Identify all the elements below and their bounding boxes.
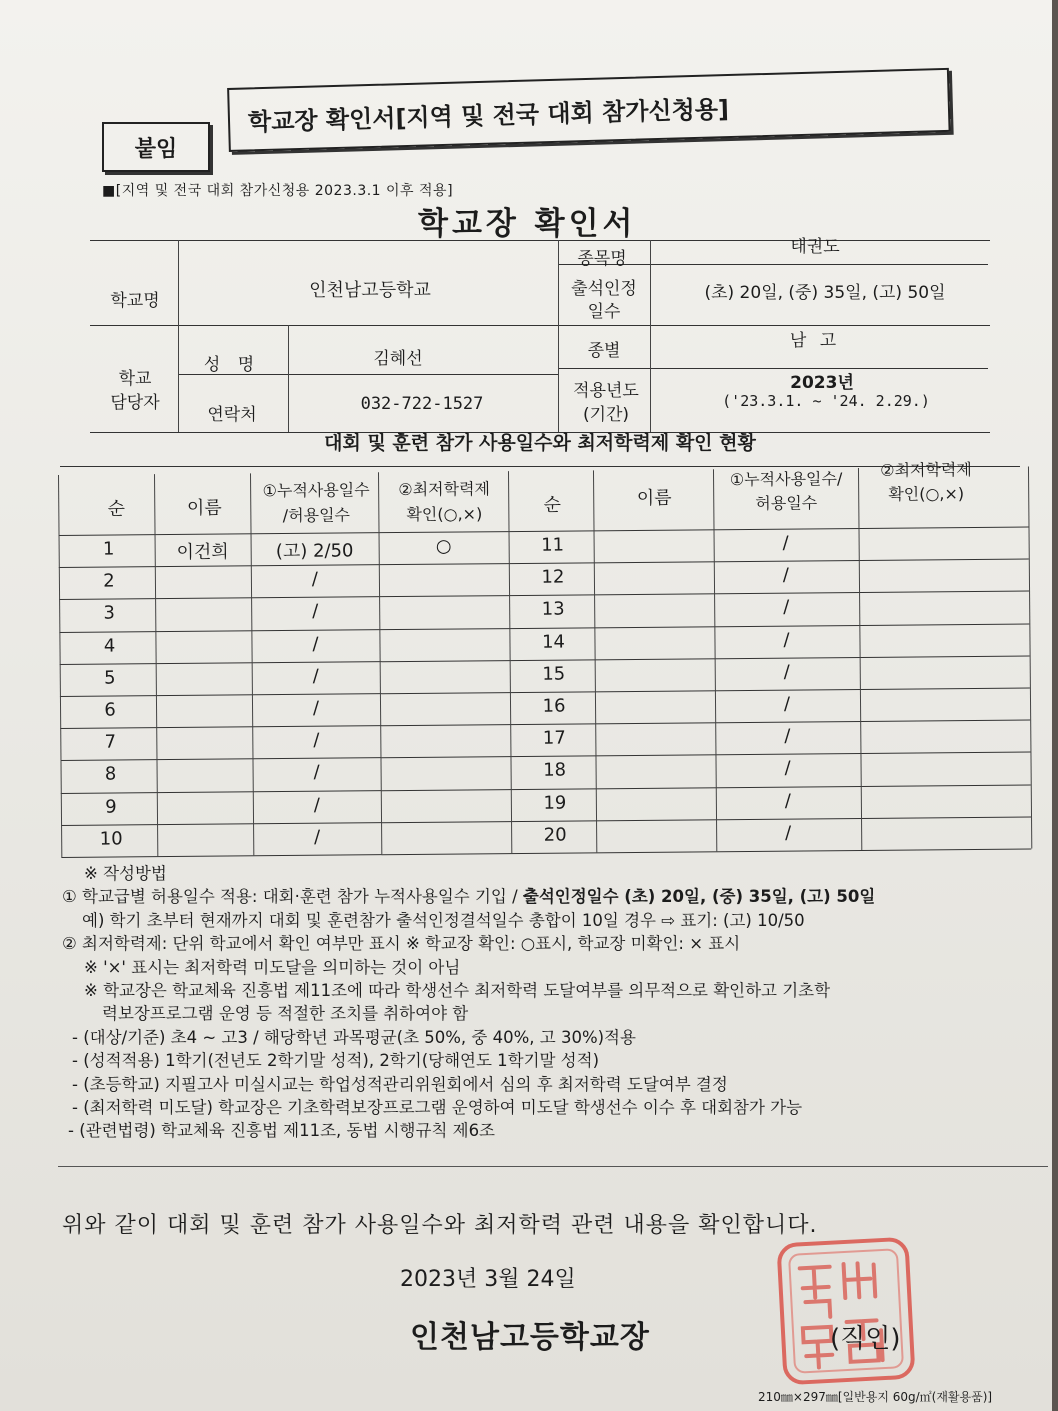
row-6-no: 6 <box>104 699 116 721</box>
row-18-no: 18 <box>543 759 567 782</box>
row-7-usage: / <box>313 729 320 751</box>
header-check-left-1: ②최저학력제 <box>398 479 491 500</box>
notes-divider <box>58 1166 1048 1167</box>
row-4-usage: / <box>312 633 319 655</box>
note-dash-5: - (관련법령) 학교체육 진흥법 제11조, 동법 시행규칙 제6조 <box>68 1121 495 1141</box>
attachment-label <box>102 122 210 172</box>
applies-note <box>102 180 453 200</box>
info-line <box>558 368 988 369</box>
info-vline <box>558 240 559 432</box>
grid-vline <box>858 468 862 850</box>
row-8-usage: / <box>313 762 320 784</box>
label-staff-2: 담당자 <box>110 393 160 413</box>
form-title: 학교장 확인서 <box>418 206 637 242</box>
note-2-sub-1: ※ '×' 표시는 최저학력 미도달을 의미하는 것이 아님 <box>84 957 461 977</box>
header-name-left: 이름 <box>186 497 222 519</box>
value-year: 2023년 <box>790 373 854 393</box>
grid-vline <box>58 475 62 857</box>
grid-vline <box>713 469 717 851</box>
header-check-right-1: ②최저학력제 <box>880 460 972 480</box>
row-10-no: 10 <box>99 828 123 850</box>
label-contact: 연락처 <box>207 405 257 425</box>
applies-note-text: [지역 및 전국 대회 참가신청용 2023.3.1 이후 적용] <box>115 183 454 199</box>
row-9-no: 9 <box>105 796 117 818</box>
header-usage-right-2: 허용일수 <box>755 493 818 513</box>
grid-vline <box>1028 467 1032 849</box>
row-11-usage: / <box>782 532 789 554</box>
header-usage-left-1: ①누적사용일수 <box>262 480 370 501</box>
label-school-name: 학교명 <box>110 291 160 311</box>
row-1-check: ○ <box>435 535 452 557</box>
row-11-no: 11 <box>541 534 565 556</box>
square-bullet-icon: ■ <box>102 183 116 199</box>
info-vline <box>650 240 651 432</box>
row-16-usage: / <box>783 693 791 715</box>
note-1-example <box>62 909 1052 932</box>
top-title: 학교장 확인서[지역 및 전국 대회 참가신청용] <box>247 94 730 136</box>
top-title-box <box>227 68 951 152</box>
row-19-usage: / <box>784 790 792 812</box>
value-name: 김혜선 <box>373 349 423 369</box>
note-dash-2: - (성적적용) 1학기(전년도 2학기말 성적), 2학기(당해연도 1학기말 성적) <box>72 1051 600 1071</box>
value-sport: 태권도 <box>790 237 840 257</box>
row-20-no: 20 <box>543 824 567 846</box>
official-seal <box>772 1232 920 1389</box>
row-5-usage: / <box>312 665 319 687</box>
issue-date: 2023년 3월 24일 <box>400 1267 576 1292</box>
attachment-text: 붙임 <box>134 136 178 162</box>
row-16-no: 16 <box>542 695 566 717</box>
row-2-no: 2 <box>103 570 115 592</box>
note-2: ② 최저학력제: 단위 학교에서 확인 여부만 표시 ※ 학교장 확인: ○표시, 학교장 미확인: × 표시 <box>62 934 741 954</box>
value-contact: 032-722-1527 <box>360 394 484 414</box>
note-1-bold: 출석인정일수 (초) 20일, (중) 35일, (고) 50일 <box>522 887 876 907</box>
row-2-usage: / <box>311 568 319 590</box>
header-usage-right-1: ①누적사용일수/ <box>729 469 843 490</box>
notes-heading: ※ 작성방법 <box>84 864 167 883</box>
row-20-usage: / <box>785 822 792 844</box>
grid-vline <box>508 471 512 853</box>
label-name: 성 명 <box>203 355 261 375</box>
row-9-usage: / <box>313 794 321 816</box>
note-1-example-mark: 표기: (고) 10/50 <box>680 910 805 930</box>
value-category: 남 고 <box>789 331 841 351</box>
label-staff-1: 학교 <box>118 369 152 389</box>
row-14-no: 14 <box>541 631 566 653</box>
paper-spec: 210㎜×297㎜[일반용지 60g/㎡(재활용품)] <box>758 1390 993 1404</box>
value-period: ('23.3.1. ~ '24. 2.29.) <box>722 392 930 410</box>
section-title: 대회 및 훈련 참가 사용일수와 최저학력제 확인 현황 <box>324 432 756 454</box>
row-5-no: 5 <box>103 667 116 689</box>
row-12-no: 12 <box>541 566 565 588</box>
row-13-no: 13 <box>541 598 565 621</box>
row-14-usage: / <box>783 629 790 651</box>
note-dash-1: - (대상/기준) 초4 ~ 고3 / 해당학년 과목평균(초 50%, 중 40%, 고 30%)적용 <box>72 1027 636 1047</box>
grid-vline <box>378 472 382 854</box>
label-attendance-1: 출석인정 <box>571 279 637 299</box>
usage-table <box>58 460 1031 855</box>
note-2-sub-2b: 력보장프로그램 운영 등 적절한 조치를 취하여야 함 <box>102 1004 469 1024</box>
row-3-usage: / <box>312 601 319 623</box>
note-1-example-text: 예) 학기 초부터 현재까지 대회 및 훈련참가 출석인정결석일수 총합이 10일 경우 <box>82 910 656 930</box>
info-vline <box>178 240 179 432</box>
row-17-no: 17 <box>542 727 566 749</box>
principal-name: 인천남고등학교장 <box>410 1320 650 1355</box>
row-15-usage: / <box>783 661 790 683</box>
info-line <box>90 240 990 241</box>
notes-section <box>62 862 1052 1143</box>
row-1-no: 1 <box>102 538 115 560</box>
note-dash-3: - (초등학교) 지필고사 미실시교는 학업성적관리위원회에서 심의 후 최저학력 도달여부 결정 <box>72 1074 728 1094</box>
label-category: 종별 <box>587 341 621 361</box>
header-name-right: 이름 <box>636 487 672 509</box>
row-18-usage: / <box>784 758 791 780</box>
info-vline <box>288 325 289 432</box>
row-19-no: 19 <box>543 792 567 814</box>
header-no-left: 순 <box>107 498 126 520</box>
note-1-text: ① 학교급별 허용일수 적용: 대회·훈련 참가 누적사용일수 기입 / <box>62 887 523 907</box>
grid-hline <box>61 849 1031 858</box>
note-1 <box>62 885 1052 908</box>
confirmation-statement: 위와 같이 대회 및 훈련 참가 사용일수와 최저학력 관련 내용을 확인합니다. <box>62 1213 818 1238</box>
row-8-no: 8 <box>104 763 117 785</box>
row-15-no: 15 <box>542 663 566 685</box>
row-4-no: 4 <box>103 635 116 657</box>
note-2-sub-2a: ※ 학교장은 학교체육 진흥법 제11조에 따라 학생선수 최저학력 도달여부를 의무적으로 확인하고 기초학 <box>84 981 831 1001</box>
seal-label: (직인) <box>830 1324 901 1354</box>
grid-vline <box>154 474 158 856</box>
row-12-usage: / <box>782 564 790 586</box>
info-line <box>90 325 990 326</box>
label-year: 적용년도 <box>573 381 639 401</box>
info-line <box>60 466 1020 467</box>
header-usage-left-2: /허용일수 <box>282 505 351 526</box>
row-6-usage: / <box>312 697 320 719</box>
header-no-right: 순 <box>543 494 562 516</box>
row-10-usage: / <box>314 826 321 848</box>
value-attendance: (초) 20일, (중) 35일, (고) 50일 <box>704 283 946 303</box>
row-3-no: 3 <box>103 602 116 624</box>
grid-vline <box>593 470 597 852</box>
row-13-usage: / <box>783 597 790 619</box>
label-attendance-2: 일수 <box>587 302 621 322</box>
label-period: (기간) <box>582 405 630 425</box>
value-school-name: 인천남고등학교 <box>309 280 431 301</box>
row-1-name: 이건희 <box>176 541 229 563</box>
note-dash-4: - (최저학력 미도달) 학교장은 기초학력보장프로그램 운영하여 미도달 학생선수 이수 후 대회참가 가능 <box>72 1098 803 1118</box>
row-1-usage: (고) 2/50 <box>275 540 354 563</box>
row-7-no: 7 <box>104 731 117 753</box>
label-sport: 종목명 <box>577 249 627 269</box>
header-check-right-2: 확인(○,×) <box>888 484 965 504</box>
row-17-usage: / <box>784 725 791 747</box>
arrow-right-icon: ⇨ <box>656 910 681 930</box>
grid-vline <box>250 473 254 855</box>
header-check-left-2: 확인(○,×) <box>406 504 483 524</box>
